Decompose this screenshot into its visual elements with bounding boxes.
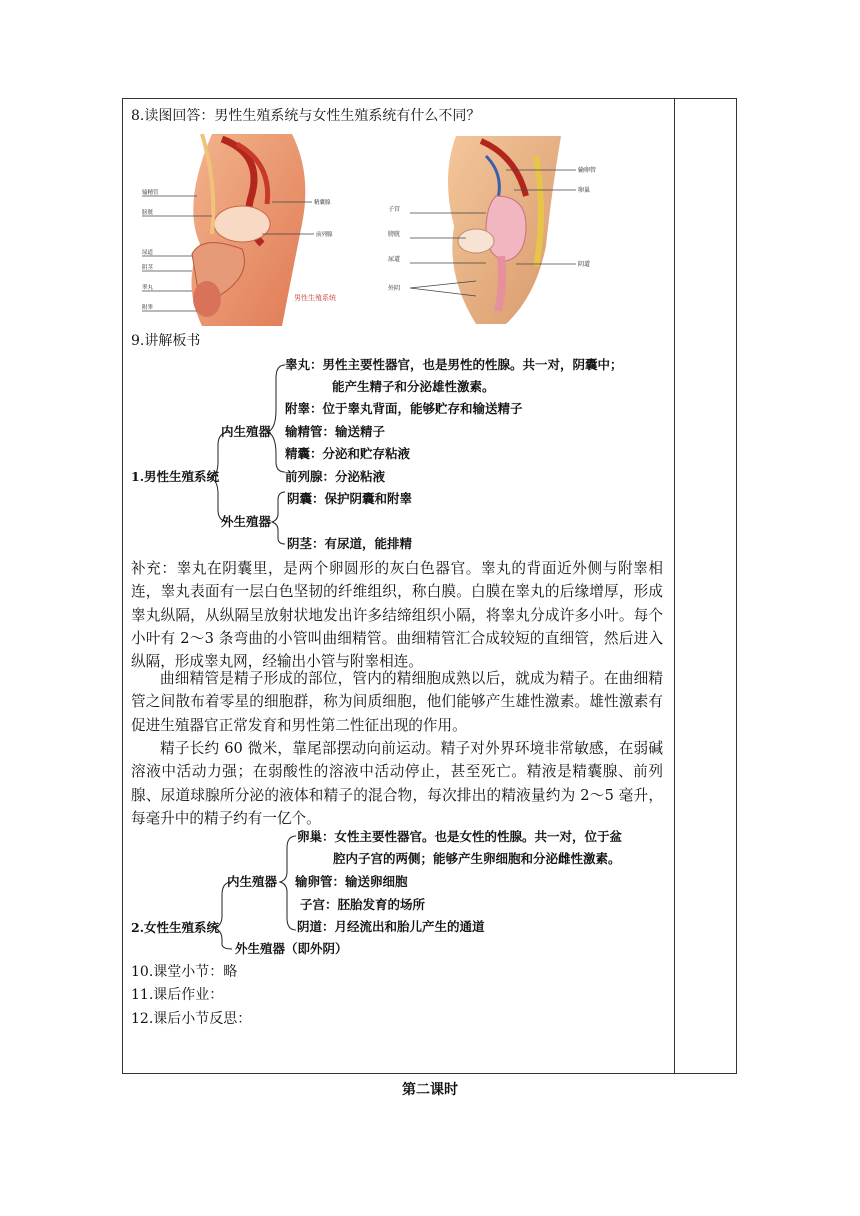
male-label-bladder: 膀胱 (142, 210, 154, 216)
male-internal-organs: 内生殖器 (221, 424, 272, 439)
female-system-title: 2.女性生殖系统 (131, 920, 220, 935)
male-label-vas: 输精管 (142, 190, 159, 196)
male-testis-line2: 能产生精子和分泌雄性激素。 (332, 379, 495, 394)
female-label-ovary: 卵巢 (578, 187, 591, 194)
female-ovary-line2: 腔内子宫的两侧；能够产生卵细胞和分泌雌性激素。 (333, 851, 621, 866)
male-label-urethra: 尿道 (142, 250, 154, 256)
female-label-uterus: 子宫 (388, 206, 401, 213)
male-label-epididymis: 附睾 (142, 305, 154, 311)
male-label-testis: 睾丸 (142, 285, 154, 291)
female-label-vagina: 阴道 (578, 261, 591, 268)
supplement-paragraph-2: 曲细精管是精子形成的部位，管内的精细胞成熟以后，就成为精子。在曲细精管之间散布着零星的细胞群，称为间质细胞，他们能够产生雄性激素。雄性激素有促进生殖器官正常发育和男性第二性征出现的作用。 (131, 670, 663, 734)
male-scrotum: 阴囊：保护阴囊和附睾 (287, 491, 413, 506)
male-epididymis: 附睾：位于睾丸背面，能够贮存和输送精子 (285, 401, 523, 416)
male-testis-line1: 睾丸：男性主要性器官，也是男性的性腺。共一对，阴囊中； (285, 357, 623, 372)
male-prostate: 前列腺：分泌粘液 (285, 469, 386, 484)
male-label-penis: 阴茎 (142, 265, 154, 271)
male-label-vesicle: 精囊腺 (314, 200, 331, 206)
female-internal-organs: 内生殖器 (227, 874, 278, 889)
male-vas-deferens: 输精管：输送精子 (285, 424, 386, 439)
female-label-tube: 输卵管 (578, 167, 597, 174)
female-external-organs: 外生殖器（即外阴） (235, 941, 348, 956)
male-external-organs: 外生殖器 (221, 514, 272, 529)
question-10: 10.课堂小节：略 (131, 964, 238, 980)
male-seminal-vesicle: 精囊：分泌和贮存粘液 (285, 446, 411, 461)
supplement-paragraph-3: 精子长约 60 微米，靠尾部摆动向前运动。精子对外界环境非常敏感，在弱碱溶液中活动力强；在弱酸性的溶液中活动停止，甚至死亡。精液是精囊腺、前列腺、尿道球腺所分泌的液体和精子的混合物，每次排出的精液量约为 2～5 毫升，每毫升中的精子约有一亿个。 (131, 740, 663, 827)
male-system-title: 1.男性生殖系统 (131, 469, 220, 484)
female-fallopian-tube: 输卵管：输送卵细胞 (295, 874, 408, 889)
table-column-divider (674, 98, 675, 1074)
supplement-paragraph-1: 补充：睾丸在阴囊里，是两个卵圆形的灰白色器官。睾丸的背面近外侧与附睾相连，睾丸表面有一层白色坚韧的纤维组织，称白膜。白膜在睾丸的后缘增厚，形成睾丸纵隔，从纵隔呈放射状地发出许多结缔组织小隔，将睾丸分成许多小叶。每个小叶有 2～3 条弯曲的小管叫曲细精管。曲细精管汇合成较短的直细管，然后进入纵隔，形成睾丸网，经输出小管与附睾相连。 (131, 560, 663, 671)
male-anatomy-figure (142, 134, 348, 326)
male-penis: 阴茎：有尿道，能排精 (287, 536, 413, 551)
question-12: 12.课后小节反思： (131, 1011, 252, 1027)
question-9: 9.讲解板书 (131, 333, 201, 349)
question-8: 8.读图回答：男性生殖系统与女性生殖系统有什么不同？ (131, 108, 481, 124)
second-lesson-heading: 第二课时 (402, 1082, 458, 1098)
male-label-prostate: 前列腺 (316, 232, 333, 238)
female-label-vulva: 外阴 (388, 285, 401, 292)
female-uterus: 子宫：胚胎发育的场所 (300, 897, 426, 912)
male-figure-caption: 男性生殖系统 (294, 294, 336, 302)
female-vagina: 阴道：月经流出和胎儿产生的通道 (297, 919, 485, 934)
female-anatomy-figure (386, 136, 610, 324)
female-label-urethra: 尿道 (388, 256, 401, 263)
female-label-bladder: 膀胱 (388, 231, 401, 238)
female-ovary-line1: 卵巢：女性主要性器官。也是女性的性腺。共一对，位于盆 (297, 829, 623, 844)
question-11: 11.课后作业： (131, 987, 224, 1003)
